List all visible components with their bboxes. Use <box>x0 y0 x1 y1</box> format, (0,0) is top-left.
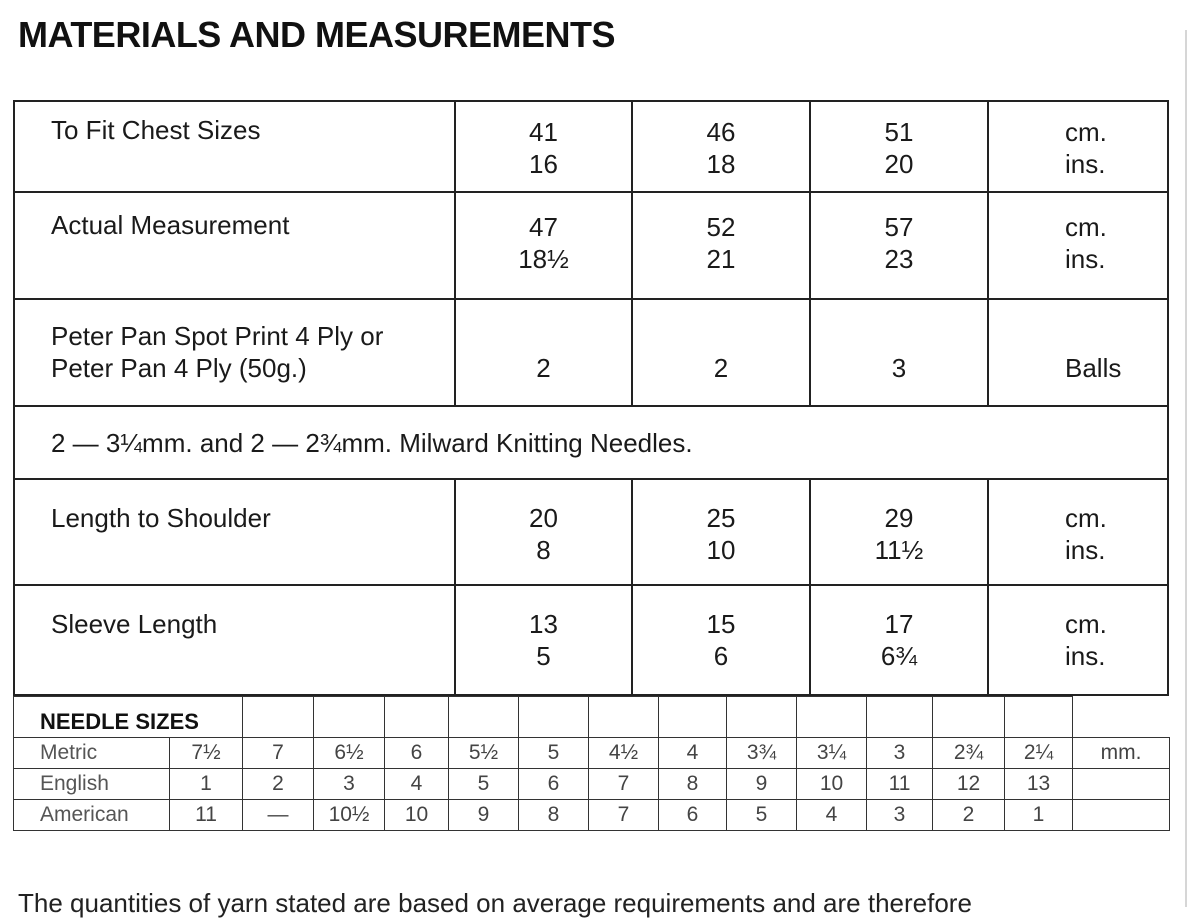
needle-size-cell: 5 <box>449 769 519 800</box>
needle-size-cell: 4½ <box>589 738 659 769</box>
needle-size-cell: 6 <box>659 800 727 831</box>
size-value: 25 10 <box>706 503 736 565</box>
row-label-cell <box>14 101 455 192</box>
needle-size-cell: 7 <box>589 800 659 831</box>
needle-row-english <box>14 769 1170 800</box>
size-value: 51 20 <box>884 117 914 179</box>
unit-label: cm. ins. <box>1065 503 1107 565</box>
needle-size-cell: mm. <box>1073 738 1170 769</box>
needle-size-cell: 2¾ <box>933 738 1005 769</box>
needle-size-cell <box>1073 800 1170 831</box>
needle-size-cell: 10 <box>385 800 449 831</box>
row-label: Peter Pan Spot Print 4 Ply or Peter Pan 4 Ply (50g.) <box>51 321 384 383</box>
ball-count: 2 <box>713 353 729 383</box>
needle-heading-row <box>14 697 1170 738</box>
size-value: 41 16 <box>529 117 558 179</box>
needle-size-cell: 3 <box>314 769 385 800</box>
size-value: 13 5 <box>529 609 558 671</box>
needle-size-cell: 2¼ <box>1005 738 1073 769</box>
table-row <box>14 299 1168 406</box>
unit-label: Balls <box>1065 353 1122 383</box>
size-value: 20 8 <box>529 503 558 565</box>
needle-size-cell: 4 <box>385 769 449 800</box>
needle-size-cell <box>1073 769 1170 800</box>
needle-size-cell: 5 <box>519 738 589 769</box>
needle-size-cell: 12 <box>933 769 1005 800</box>
size-value: 46 18 <box>706 117 736 179</box>
needle-size-cell: 6½ <box>314 738 385 769</box>
unit-label: cm. ins. <box>1065 212 1107 274</box>
row-label: To Fit Chest Sizes <box>51 115 261 145</box>
needle-size-cell: 3¾ <box>727 738 797 769</box>
needle-row-american <box>14 800 1170 831</box>
needle-size-cell: 3¼ <box>797 738 867 769</box>
table-row <box>14 192 1168 299</box>
needle-size-cell: 2 <box>933 800 1005 831</box>
size-value: 15 6 <box>706 609 736 671</box>
needle-size-cell: 5 <box>727 800 797 831</box>
ball-count: 2 <box>536 353 551 383</box>
needle-size-cell: 6 <box>519 769 589 800</box>
row-label: Metric <box>14 738 170 769</box>
needle-size-cell: 5½ <box>449 738 519 769</box>
needle-size-cell: 4 <box>797 800 867 831</box>
needle-size-cell: 3 <box>867 800 933 831</box>
needle-size-cell: 7½ <box>170 738 243 769</box>
needle-size-cell: 8 <box>519 800 589 831</box>
needle-size-cell: 9 <box>449 800 519 831</box>
needle-size-cell: 11 <box>867 769 933 800</box>
unit-label: cm. ins. <box>1065 609 1107 671</box>
page-title: MATERIALS AND MEASUREMENTS <box>18 14 615 55</box>
footer-note: The quantities of yarn stated are based on average requirements and are therefore <box>18 888 972 918</box>
size-value: 52 21 <box>706 212 736 274</box>
row-label: Length to Shoulder <box>51 503 271 533</box>
needle-sizes-table <box>13 696 1170 831</box>
needle-size-cell: 10 <box>797 769 867 800</box>
needle-size-cell: 1 <box>1005 800 1073 831</box>
table-row <box>14 406 1168 479</box>
needles-note: 2 — 3¼mm. and 2 — 2¾mm. Milward Knitting Needles. <box>51 428 693 458</box>
table-row <box>14 479 1168 585</box>
needle-sizes-heading: NEEDLE SIZES <box>14 697 243 738</box>
unit-label: cm. ins. <box>1065 117 1107 179</box>
needle-size-cell: 11 <box>170 800 243 831</box>
page-edge-shadow <box>1185 30 1187 907</box>
needle-size-cell: 7 <box>243 738 314 769</box>
needle-row-metric <box>14 738 1170 769</box>
needle-size-cell: 4 <box>659 738 727 769</box>
needle-size-cell: 10½ <box>314 800 385 831</box>
needle-size-cell: 3 <box>867 738 933 769</box>
size-value: 17 6¾ <box>880 609 918 671</box>
table-row <box>14 101 1168 192</box>
row-label: Sleeve Length <box>51 609 218 639</box>
table-row <box>14 585 1168 695</box>
size-value: 29 11½ <box>874 503 924 565</box>
row-label: Actual Measurement <box>51 210 290 240</box>
needle-size-cell: 6 <box>385 738 449 769</box>
needle-size-cell: — <box>243 800 314 831</box>
size-value: 57 23 <box>884 212 914 274</box>
needle-size-cell: 13 <box>1005 769 1073 800</box>
row-label: American <box>14 800 170 831</box>
needle-size-cell: 8 <box>659 769 727 800</box>
needle-size-cell: 1 <box>170 769 243 800</box>
size-value: 47 18½ <box>518 212 569 274</box>
row-label: English <box>14 769 170 800</box>
measurements-table <box>13 100 1169 696</box>
ball-count: 3 <box>891 353 907 383</box>
needle-size-cell: 7 <box>589 769 659 800</box>
needle-size-cell: 2 <box>243 769 314 800</box>
needle-size-cell: 9 <box>727 769 797 800</box>
